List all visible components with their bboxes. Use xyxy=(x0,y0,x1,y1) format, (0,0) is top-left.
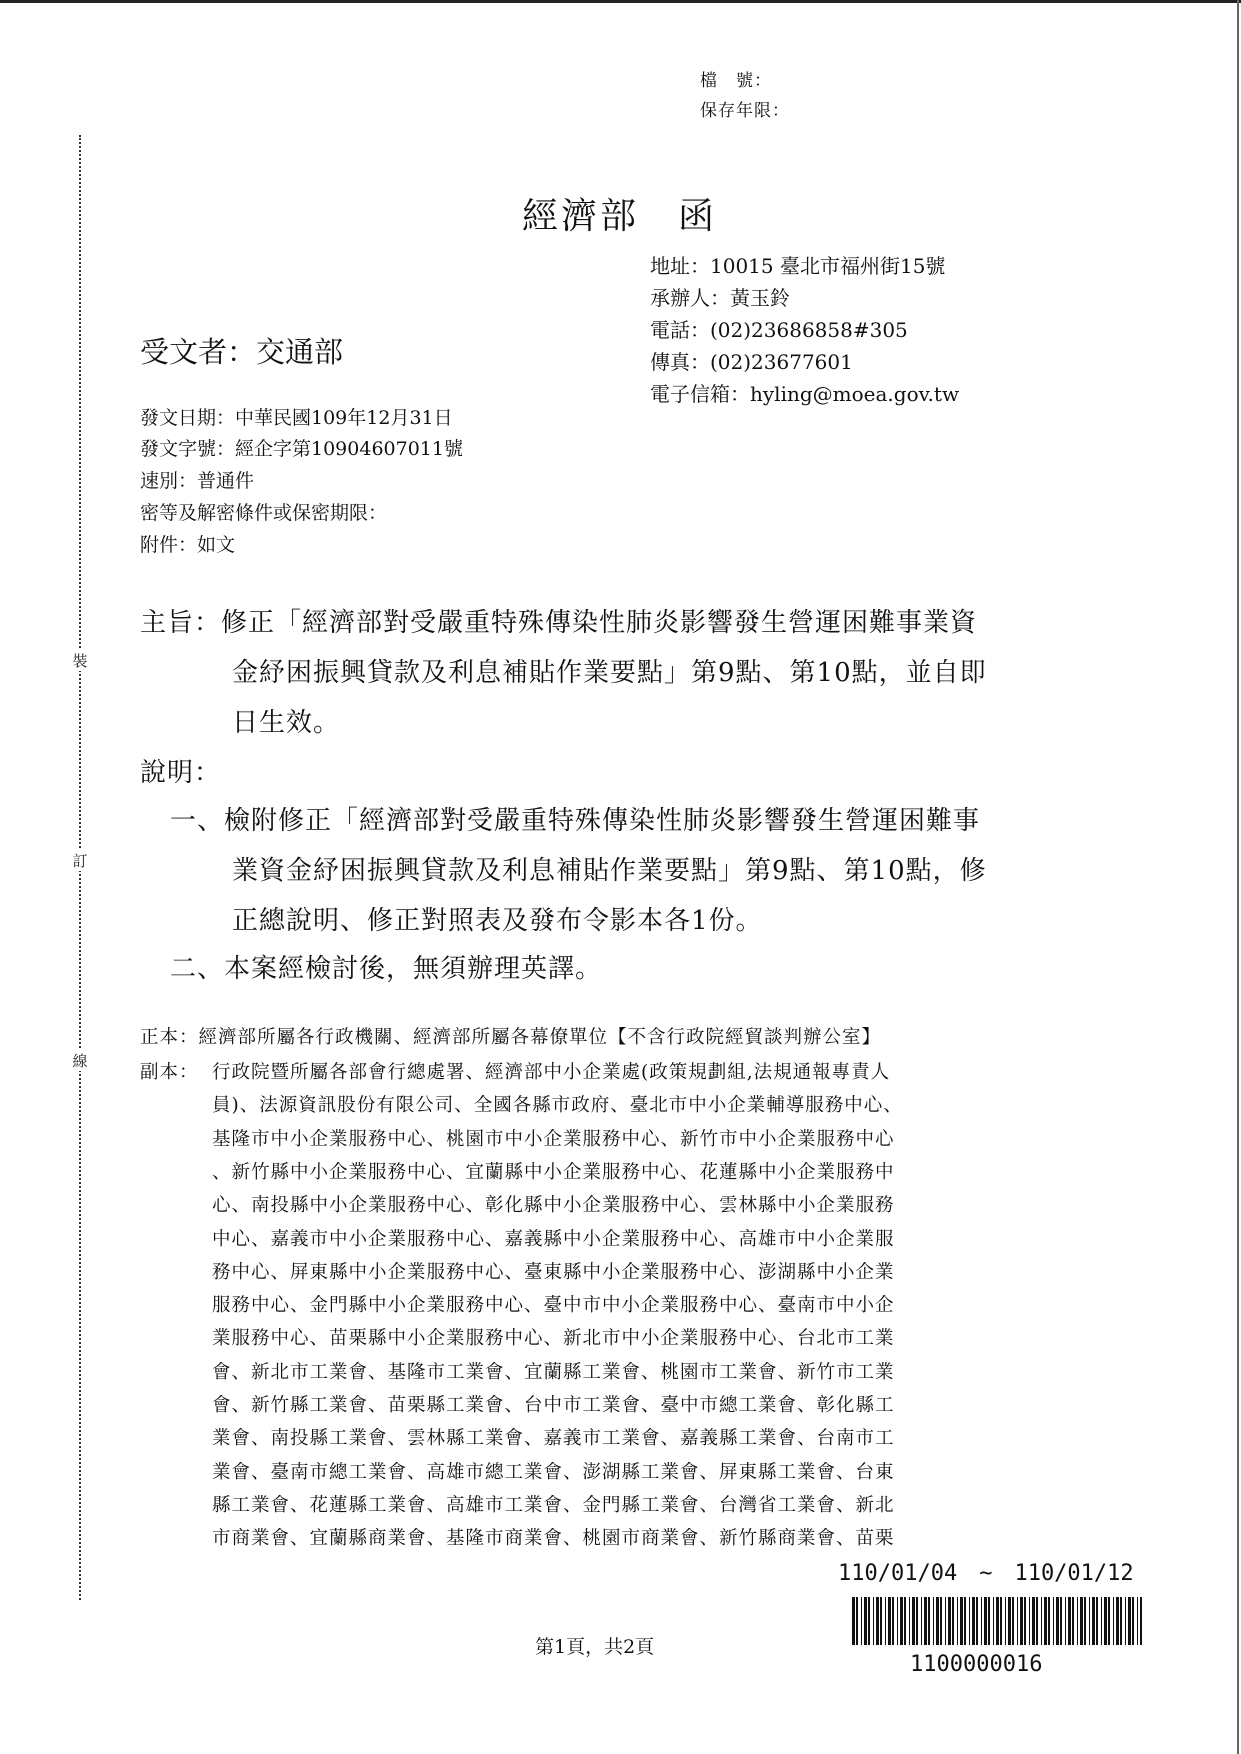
attachment: 附件：如文 xyxy=(140,534,236,556)
barcode-bar xyxy=(876,1597,879,1645)
copy-recipients-line: 業會、臺南市總工業會、高雄市總工業會、澎湖縣工業會、屏東縣工業會、台東 xyxy=(212,1461,895,1483)
barcode-bar xyxy=(1077,1597,1078,1645)
issue-date: 發文日期：中華民國109年12月31日 xyxy=(140,407,453,429)
barcode-bar xyxy=(996,1597,999,1645)
copy-recipients-line: 心、南投縣中小企業服務中心、彰化縣中小企業服務中心、雲林縣中小企業服務 xyxy=(212,1195,895,1217)
phone: 電話：(02)23686858#305 xyxy=(650,318,908,342)
copy-label: 副本： xyxy=(140,1062,199,1083)
barcode-bar xyxy=(1017,1597,1018,1645)
document-number: 發文字號：經企字第10904607011號 xyxy=(140,438,463,460)
barcode-bar xyxy=(948,1597,951,1645)
received-date-stamp: 110/01/04 ~ 110/01/12 xyxy=(838,1561,1134,1586)
copy-recipients-line: 務中心、屏東縣中小企業服務中心、臺東縣中小企業服務中心、澎湖縣中小企業 xyxy=(212,1261,895,1283)
barcode-bar xyxy=(957,1597,958,1645)
barcode-bar xyxy=(1125,1597,1126,1645)
copy-recipients-line: 基隆市中小企業服務中心、桃園市中小企業服務中心、新竹市中小企業服務中心 xyxy=(212,1128,895,1150)
barcode-bar xyxy=(928,1597,930,1645)
copy-recipients-line: 市商業會、宜蘭縣商業會、基隆市商業會、桃園市商業會、新竹縣商業會、苗栗 xyxy=(212,1528,895,1550)
barcode-bar xyxy=(940,1597,942,1645)
copy-recipients-line: 中心、嘉義市中小企業服務中心、嘉義縣中小企業服務中心、高雄市中小企業服 xyxy=(212,1228,895,1250)
copy-recipients-line: 員)、法源資訊股份有限公司、全國各縣市政府、臺北市中小企業輔導服務中心、 xyxy=(212,1095,903,1117)
barcode-bar xyxy=(988,1597,990,1645)
barcode-bar xyxy=(1137,1597,1138,1645)
recipient: 受文者：交通部 xyxy=(140,335,344,369)
barcode-bar xyxy=(1053,1597,1054,1645)
delivery-speed: 速別：普通件 xyxy=(140,470,255,492)
barcode-bar xyxy=(1005,1597,1006,1645)
barcode-bar xyxy=(904,1597,906,1645)
barcode-bar xyxy=(936,1597,939,1645)
file-number-label: 檔 號： xyxy=(700,71,772,91)
subject-line-1: 主旨：修正「經濟部對受嚴重特殊傳染性肺炎影響發生營運困難事業資 xyxy=(140,608,978,638)
secrecy-level: 密等及解密條件或保密期限： xyxy=(140,502,388,524)
barcode-bar xyxy=(921,1597,922,1645)
copy-recipients-line: 服務中心、金門縣中小企業服務中心、臺中市中小企業服務中心、臺南市中小企 xyxy=(212,1295,895,1317)
barcode-bar xyxy=(900,1597,903,1645)
handler: 承辦人：黃玉鈴 xyxy=(650,286,790,310)
barcode-number: 1100000016 xyxy=(910,1652,1043,1677)
retention-label: 保存年限： xyxy=(700,101,790,121)
barcode-bar xyxy=(1065,1597,1066,1645)
barcode-bar xyxy=(952,1597,954,1645)
barcode-bar xyxy=(1068,1597,1071,1645)
copy-recipients-line: 行政院暨所屬各部會行總處署、經濟部中小企業處(政策規劃組,法規通報專責人 xyxy=(212,1062,891,1083)
barcode-bar xyxy=(864,1597,867,1645)
address: 地址：10015 臺北市福州街15號 xyxy=(650,254,946,278)
barcode-bar xyxy=(1113,1597,1114,1645)
barcode-bar xyxy=(1020,1597,1023,1645)
barcode-bar xyxy=(1092,1597,1095,1645)
barcode-bar xyxy=(861,1597,862,1645)
barcode-bar xyxy=(1096,1597,1098,1645)
subject-line-3: 日生效。 xyxy=(232,708,341,738)
barcode-bar xyxy=(1048,1597,1050,1645)
explanation-item1-line-3: 正總說明、修正對照表及發布令影本各1份。 xyxy=(232,906,763,936)
copy-recipients-line: 會、新北市工業會、基隆市工業會、宜蘭縣工業會、桃園市工業會、新竹市工業 xyxy=(212,1361,895,1383)
barcode-bar xyxy=(892,1597,894,1645)
barcode-bar xyxy=(1116,1597,1119,1645)
binding-mark-zhuang: 裝 xyxy=(72,652,88,670)
subject-line-2: 金紓困振興貸款及利息補貼作業要點」第9點、第10點，並自即 xyxy=(232,658,987,688)
copy-recipients-line: 業會、南投縣工業會、雲林縣工業會、嘉義市工業會、嘉義縣工業會、台南市工 xyxy=(212,1428,895,1450)
explanation-heading: 說明： xyxy=(140,758,222,788)
barcode-bar xyxy=(885,1597,886,1645)
document-title: 經濟部 函 xyxy=(522,196,718,237)
barcode-bar xyxy=(1012,1597,1014,1645)
barcode-bar xyxy=(1008,1597,1011,1645)
scan-top-edge xyxy=(0,0,1241,3)
barcode-bar xyxy=(1024,1597,1026,1645)
barcode-bar xyxy=(873,1597,874,1645)
barcode xyxy=(852,1597,1142,1645)
binding-mark-ding: 訂 xyxy=(72,852,88,870)
binding-mark-xian: 線 xyxy=(72,1052,88,1070)
barcode-bar xyxy=(945,1597,946,1645)
barcode-bar xyxy=(981,1597,982,1645)
barcode-bar xyxy=(1072,1597,1074,1645)
barcode-bar xyxy=(1032,1597,1035,1645)
barcode-bar xyxy=(1000,1597,1002,1645)
barcode-bar xyxy=(1104,1597,1107,1645)
barcode-bar xyxy=(933,1597,934,1645)
barcode-bar xyxy=(912,1597,915,1645)
barcode-bar xyxy=(984,1597,987,1645)
barcode-bar xyxy=(1080,1597,1083,1645)
barcode-bar xyxy=(1036,1597,1038,1645)
copy-recipients-line: 縣工業會、花蓮縣工業會、高雄市工業會、金門縣工業會、台灣省工業會、新北 xyxy=(212,1494,895,1516)
barcode-bar xyxy=(856,1597,858,1645)
fax: 傳真：(02)23677601 xyxy=(650,350,853,374)
barcode-bar xyxy=(972,1597,975,1645)
barcode-bar xyxy=(976,1597,978,1645)
barcode-bar xyxy=(897,1597,898,1645)
copy-recipients-line: 業服務中心、苗栗縣中小企業服務中心、新北市中小企業服務中心、台北市工業 xyxy=(212,1328,895,1350)
barcode-bar xyxy=(1108,1597,1110,1645)
barcode-bar xyxy=(1128,1597,1131,1645)
copy-recipients-line: 、新竹縣中小企業服務中心、宜蘭縣中小企業服務中心、花蓮縣中小企業服務中 xyxy=(212,1161,895,1183)
barcode-bar xyxy=(1120,1597,1122,1645)
scan-right-edge xyxy=(1237,0,1239,1754)
barcode-bar xyxy=(969,1597,970,1645)
barcode-bar xyxy=(1084,1597,1086,1645)
email: 電子信箱：hyling@moea.gov.tw xyxy=(650,382,960,406)
barcode-bar xyxy=(924,1597,927,1645)
barcode-bar xyxy=(964,1597,966,1645)
barcode-bar xyxy=(852,1597,855,1645)
barcode-bar xyxy=(1132,1597,1134,1645)
barcode-bar xyxy=(1029,1597,1030,1645)
barcode-bar xyxy=(868,1597,870,1645)
barcode-bar xyxy=(1140,1597,1142,1645)
page-number: 第1頁，共2頁 xyxy=(535,1636,655,1658)
barcode-bar xyxy=(1060,1597,1062,1645)
barcode-bar xyxy=(1056,1597,1059,1645)
barcode-bar xyxy=(1041,1597,1042,1645)
barcode-bar xyxy=(1101,1597,1102,1645)
explanation-item1-line-2: 業資金紓困振興貸款及利息補貼作業要點」第9點、第10點，修 xyxy=(232,856,987,886)
barcode-bar xyxy=(916,1597,918,1645)
barcode-bar xyxy=(993,1597,994,1645)
explanation-item1-line-1: 一、檢附修正「經濟部對受嚴重特殊傳染性肺炎影響發生營運困難事 xyxy=(170,806,981,836)
barcode-bar xyxy=(1044,1597,1047,1645)
barcode-bar xyxy=(909,1597,910,1645)
explanation-item2: 二、本案經檢討後，無須辦理英譯。 xyxy=(170,954,603,984)
barcode-bar xyxy=(888,1597,891,1645)
barcode-bar xyxy=(1089,1597,1090,1645)
barcode-bar xyxy=(880,1597,882,1645)
original-recipients: 正本：經濟部所屬各行政機關、經濟部所屬各幕僚單位【不含行政院經貿談判辦公室】 xyxy=(140,1027,882,1048)
copy-recipients-line: 會、新竹縣工業會、苗栗縣工業會、台中市工業會、臺中市總工業會、彰化縣工 xyxy=(212,1395,895,1416)
barcode-bar xyxy=(960,1597,963,1645)
